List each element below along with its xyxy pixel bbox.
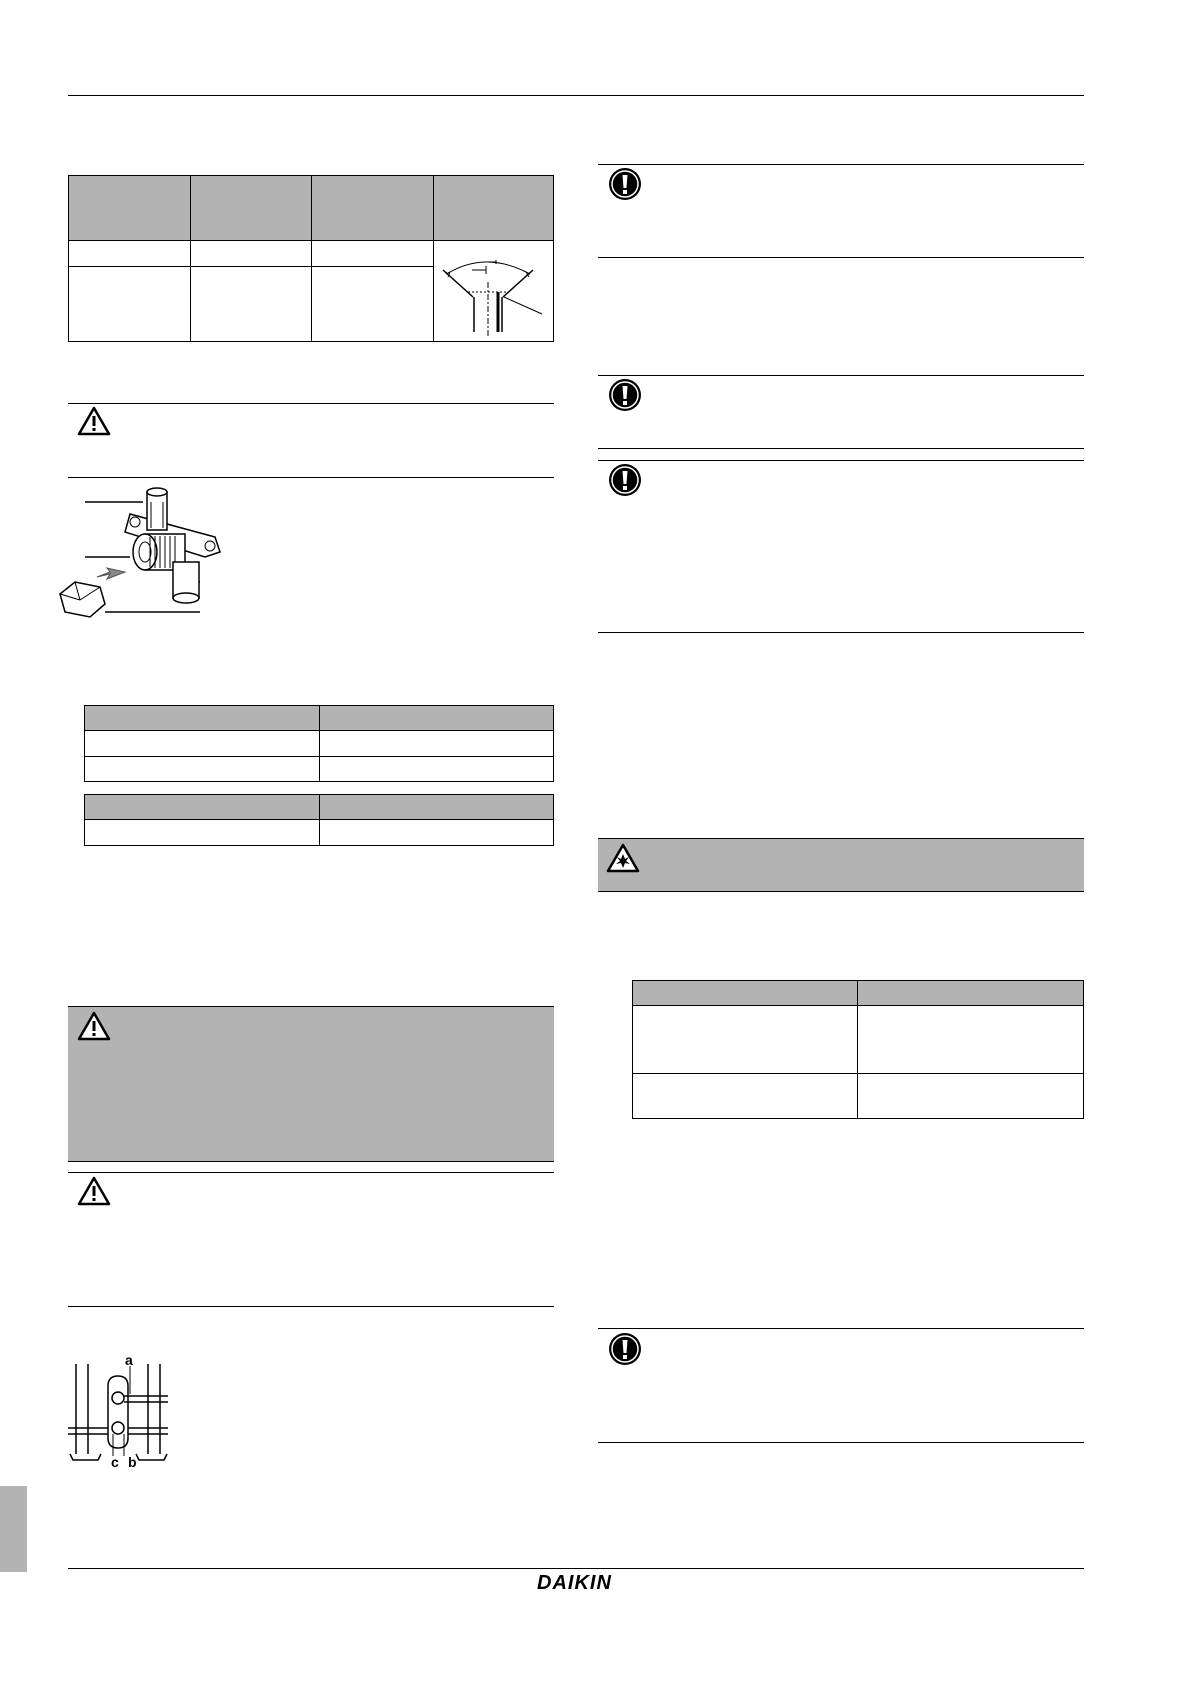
warning-triangle-icon	[77, 1010, 111, 1042]
warning-triangle-icon	[77, 405, 111, 437]
caution-1-top-rule	[68, 403, 554, 404]
warning-block-gray	[68, 1006, 554, 1161]
footer-rule	[68, 1568, 1084, 1569]
warning-triangle-icon	[77, 1175, 111, 1207]
notice-exclamation-icon	[608, 1332, 642, 1366]
service-port-drawing	[68, 1356, 178, 1466]
flare-dimension-drawing	[438, 252, 550, 336]
side-tab	[0, 1486, 27, 1572]
notice-exclamation-icon	[608, 378, 642, 412]
caution-1-bottom-rule	[68, 477, 554, 478]
notice-exclamation-icon	[608, 167, 642, 201]
port-label-c: c	[111, 1454, 119, 1470]
caution-2-top-rule	[68, 1172, 554, 1173]
port-label-b: b	[128, 1454, 137, 1470]
stop-valve-drawing	[55, 482, 235, 622]
notice-exclamation-icon	[608, 463, 642, 497]
header-rule	[68, 95, 1084, 96]
daikin-logo: DAIKIN	[537, 1572, 612, 1594]
explosion-warning-icon	[606, 842, 640, 874]
port-label-a: a	[125, 1352, 133, 1368]
explosion-warning-block	[598, 838, 1084, 891]
